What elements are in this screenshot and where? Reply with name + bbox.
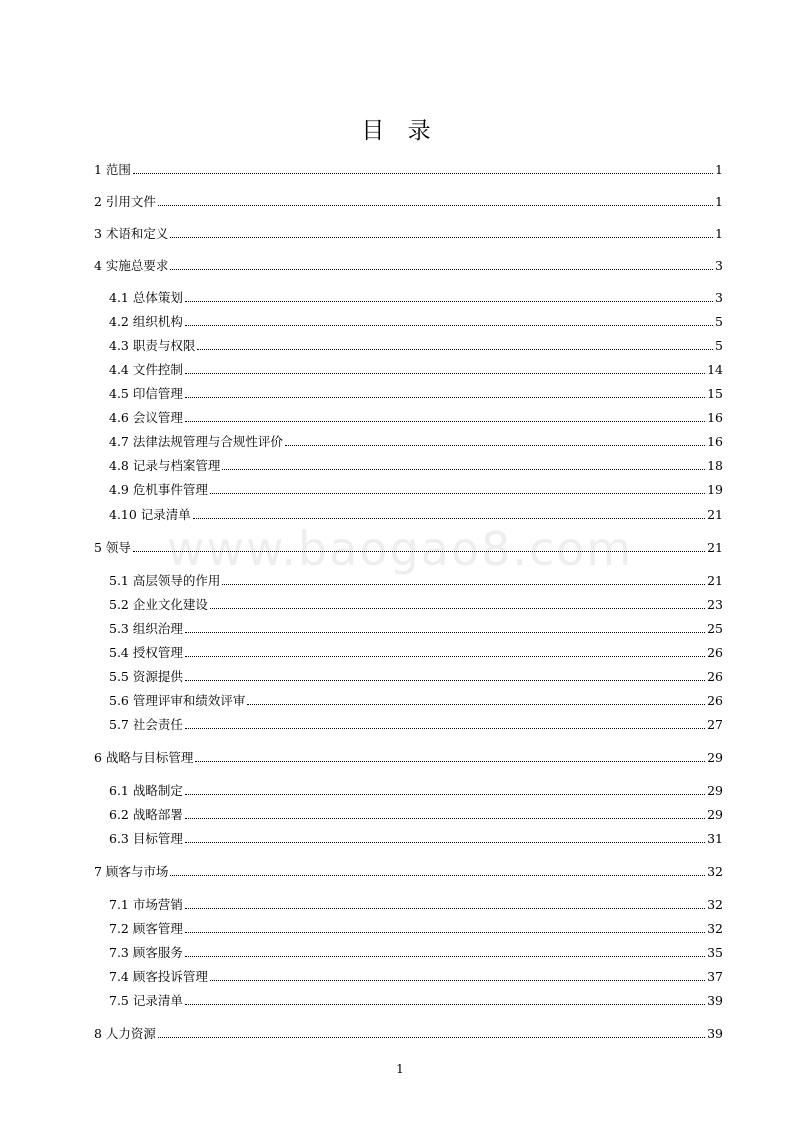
- toc-dot-leader: [210, 607, 705, 609]
- toc-entry-label: 3 术语和定义: [94, 226, 169, 241]
- toc-dot-leader: [285, 444, 705, 446]
- toc-entry[interactable]: [94, 194, 723, 210]
- toc-entry-page: 21: [707, 507, 723, 522]
- toc-dot-leader: [185, 1003, 705, 1005]
- toc-entry[interactable]: [109, 921, 723, 937]
- toc-entry-label: 4.1 总体策划: [109, 290, 183, 305]
- toc-entry-page: 1: [715, 162, 723, 177]
- toc-entry-label: 7 顾客与市场: [94, 864, 169, 879]
- toc-entry-page: 32: [707, 897, 723, 912]
- toc-entry-page: 18: [707, 458, 723, 473]
- footer-page-number: 1: [396, 1062, 404, 1076]
- toc-dot-leader: [133, 550, 705, 552]
- toc-entry[interactable]: [109, 362, 723, 378]
- toc-entry-label: 5.5 资源提供: [109, 669, 183, 684]
- toc-entry-label: 6.3 目标管理: [109, 831, 183, 846]
- toc-entry-page: 26: [707, 669, 723, 684]
- toc-entry-page: 5: [715, 314, 723, 329]
- toc-dot-leader: [185, 396, 705, 398]
- toc-entry-label: 4.5 印信管理: [109, 386, 183, 401]
- toc-dot-leader: [185, 841, 705, 843]
- toc-entry-label: 6.2 战略部署: [109, 807, 183, 822]
- toc-entry-page: 25: [707, 621, 723, 636]
- toc-entry-page: 32: [707, 864, 723, 879]
- toc-entry-page: 16: [707, 410, 723, 425]
- toc-entry-page: 26: [707, 693, 723, 708]
- toc-entry[interactable]: [109, 410, 723, 426]
- page-title: 目 录: [361, 118, 439, 144]
- toc-dot-leader: [170, 874, 705, 876]
- toc-entry-page: 37: [707, 969, 723, 984]
- toc-entry[interactable]: [109, 434, 723, 450]
- toc-entry-label: 8 人力资源: [94, 1026, 156, 1041]
- toc-entry-page: 27: [707, 717, 723, 732]
- toc-dot-leader: [185, 655, 705, 657]
- toc-entry-page: 1: [715, 194, 723, 209]
- watermark: www.baogao8.com: [166, 522, 634, 576]
- toc-entry-label: 6.1 战略制定: [109, 783, 183, 798]
- toc-entry[interactable]: [109, 693, 723, 709]
- toc-entry[interactable]: [94, 258, 723, 274]
- toc-entry-label: 5.3 组织治理: [109, 621, 183, 636]
- toc-entry[interactable]: [94, 226, 723, 242]
- toc-dot-leader: [222, 583, 705, 585]
- toc-entry[interactable]: [109, 945, 723, 961]
- toc-entry-page: 31: [707, 831, 723, 846]
- toc-dot-leader: [193, 517, 705, 519]
- toc-dot-leader: [185, 955, 705, 957]
- toc-dot-leader: [195, 760, 705, 762]
- toc-entry[interactable]: [109, 717, 723, 733]
- toc-dot-leader: [185, 631, 705, 633]
- toc-entry-label: 7.1 市场营销: [109, 897, 183, 912]
- toc-entry-label: 7.4 顾客投诉管理: [109, 969, 208, 984]
- toc-dot-leader: [170, 236, 713, 238]
- toc-entry-page: 21: [707, 573, 723, 588]
- toc-dot-leader: [197, 348, 713, 350]
- toc-entry-page: 26: [707, 645, 723, 660]
- toc-dot-leader: [133, 172, 713, 174]
- toc-dot-leader: [185, 324, 713, 326]
- toc-entry-page: 23: [707, 597, 723, 612]
- toc-entry-label: 2 引用文件: [94, 194, 156, 209]
- toc-entry-label: 4.7 法律法规管理与合规性评价: [109, 434, 283, 449]
- toc-dot-leader: [185, 679, 705, 681]
- toc-entry-page: 29: [707, 807, 723, 822]
- toc-entry-label: 7.5 记录清单: [109, 993, 183, 1008]
- toc-entry[interactable]: [94, 162, 723, 178]
- toc-entry[interactable]: [109, 831, 723, 847]
- toc-dot-leader: [210, 492, 705, 494]
- toc-entry-label: 4.8 记录与档案管理: [109, 458, 221, 473]
- toc-entry[interactable]: [109, 897, 723, 913]
- toc-entry[interactable]: [109, 669, 723, 685]
- toc-dot-leader: [185, 727, 705, 729]
- toc-entry-label: 4.4 文件控制: [109, 362, 183, 377]
- toc-entry[interactable]: [94, 750, 723, 766]
- toc-entry-label: 6 战略与目标管理: [94, 750, 194, 765]
- toc-entry-page: 3: [715, 290, 723, 305]
- toc-entry-page: 35: [707, 945, 723, 960]
- toc-entry[interactable]: [109, 597, 723, 613]
- toc-entry-label: 7.2 顾客管理: [109, 921, 183, 936]
- toc-entry[interactable]: [94, 540, 723, 556]
- toc-dot-leader: [185, 372, 705, 374]
- toc-entry-label: 5.2 企业文化建设: [109, 597, 208, 612]
- toc-entry[interactable]: [109, 783, 723, 799]
- toc-entry-page: 3: [715, 258, 723, 273]
- toc-entry-page: 15: [707, 386, 723, 401]
- toc-dot-leader: [185, 793, 705, 795]
- toc-entry-label: 5.1 高层领导的作用: [109, 573, 221, 588]
- toc-entry[interactable]: [109, 314, 723, 330]
- toc-entry[interactable]: [109, 969, 723, 985]
- toc-entry[interactable]: [109, 993, 723, 1009]
- toc-entry-page: 39: [707, 1026, 723, 1041]
- toc-dot-leader: [210, 979, 705, 981]
- toc-entry[interactable]: [109, 482, 723, 498]
- toc-dot-leader: [185, 300, 713, 302]
- toc-entry-label: 5.7 社会责任: [109, 717, 183, 732]
- toc-entry[interactable]: [94, 864, 723, 880]
- toc-entry-label: 4.6 会议管理: [109, 410, 183, 425]
- toc-entry-label: 4.10 记录清单: [109, 507, 191, 522]
- toc-entry[interactable]: [94, 1026, 723, 1042]
- toc-entry-page: 39: [707, 993, 723, 1008]
- toc-entry-label: 5.4 授权管理: [109, 645, 183, 660]
- toc-entry[interactable]: [109, 573, 723, 589]
- toc-dot-leader: [185, 420, 705, 422]
- toc-entry-page: 5: [715, 338, 723, 353]
- toc-entry-page: 19: [707, 482, 723, 497]
- toc-dot-leader: [185, 817, 705, 819]
- toc-entry[interactable]: [109, 507, 723, 523]
- toc-entry-label: 5.6 管理评审和绩效评审: [109, 693, 246, 708]
- toc-entry-label: 5 领导: [94, 540, 131, 555]
- toc-entry[interactable]: [109, 290, 723, 306]
- toc-dot-leader: [185, 907, 705, 909]
- toc-entry-page: 29: [707, 750, 723, 765]
- toc-entry[interactable]: [109, 338, 723, 354]
- toc-entry-label: 4 实施总要求: [94, 258, 169, 273]
- toc-dot-leader: [222, 468, 705, 470]
- toc-dot-leader: [247, 703, 705, 705]
- toc-entry-page: 14: [707, 362, 723, 377]
- toc-entry[interactable]: [109, 458, 723, 474]
- toc-entry-page: 1: [715, 226, 723, 241]
- toc-dot-leader: [158, 1036, 705, 1038]
- toc-dot-leader: [158, 204, 713, 206]
- toc-entry-page: 29: [707, 783, 723, 798]
- toc-entry[interactable]: [109, 621, 723, 637]
- toc-entry-label: 4.3 职责与权限: [109, 338, 196, 353]
- toc-entry-label: 7.3 顾客服务: [109, 945, 183, 960]
- toc-entry-page: 32: [707, 921, 723, 936]
- toc-entry-page: 16: [707, 434, 723, 449]
- toc-entry[interactable]: [109, 386, 723, 402]
- toc-dot-leader: [170, 268, 713, 270]
- toc-dot-leader: [185, 931, 705, 933]
- toc-entry[interactable]: [109, 807, 723, 823]
- toc-entry-label: 4.2 组织机构: [109, 314, 183, 329]
- toc-entry[interactable]: [109, 645, 723, 661]
- toc-entry-page: 21: [707, 540, 723, 555]
- toc-entry-label: 4.9 危机事件管理: [109, 482, 208, 497]
- toc-entry-label: 1 范围: [94, 162, 131, 177]
